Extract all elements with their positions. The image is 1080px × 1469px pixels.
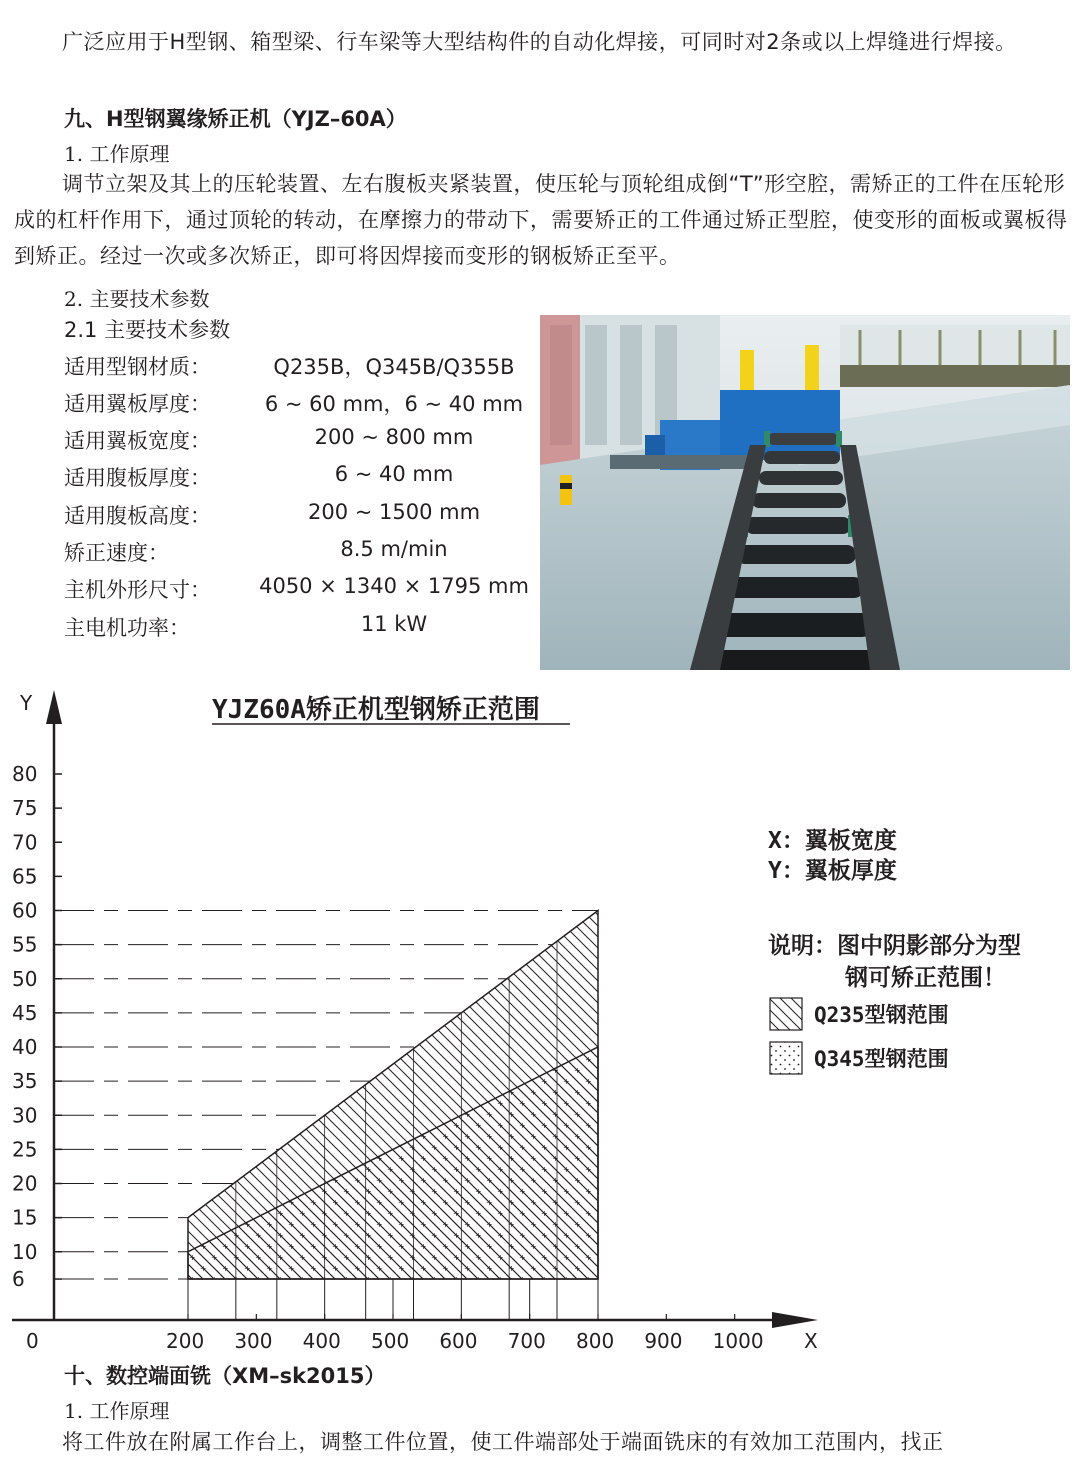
x-tick-label: 1000 — [712, 1329, 764, 1353]
y-tick-label: 6 — [12, 1267, 25, 1292]
chart-title: YJZ60A矫正机型钢矫正范围 — [212, 695, 540, 725]
spec-row — [64, 612, 534, 649]
y-tick-label: 50 — [12, 966, 38, 991]
chart-note-line2: 钢可矫正范围！ — [845, 965, 1006, 991]
spec-row — [64, 462, 534, 499]
legend-swatch-q345 — [770, 1042, 802, 1074]
legend-label-q345: Q345型钢范围 — [814, 1047, 949, 1071]
spec-value: 6 ~ 60 mm，6 ~ 40 mm — [264, 392, 524, 416]
spec-label: 主电机功率： — [64, 616, 190, 640]
x-tick-label: 800 — [576, 1329, 615, 1353]
x-tick-label: 500 — [371, 1329, 410, 1353]
chart-note-line1: 说明：图中阴影部分为型 — [768, 933, 1021, 959]
correction-range-chart — [0, 680, 1080, 1365]
spec-label: 适用腹板高度： — [64, 504, 211, 528]
axis-legend-x: X：翼板宽度 — [768, 828, 897, 854]
y-tick-label: 10 — [12, 1239, 38, 1264]
section-10-principle-text: 将工件放在附属工作台上，调整工件位置，使工件端部处于端面铣床的有效加工范围内，找正 — [62, 1430, 944, 1454]
spec-value: Q235B，Q345B/Q355B — [273, 355, 515, 379]
y-tick-label: 60 — [12, 898, 38, 923]
y-tick-label: 70 — [12, 830, 38, 855]
spec-row — [64, 425, 534, 462]
y-tick-label: 80 — [12, 762, 38, 786]
section-9-principle-text: 调节立架及其上的压轮装置、左右腹板夹紧装置，使压轮与顶轮组成倒“T”形空腔，需矫正的工件在压轮形成的杠杆作用下，通过顶轮的转动，在摩擦力的带动下，需要矫正的工件通过矫正型腔，使变形的面板或翼板得到矫正。经过一次或多次矫正，即可将因焊接而变形的钢板矫正至平。 — [14, 172, 1068, 268]
spec-label: 适用腹板厚度： — [64, 466, 211, 490]
section-10-title: 十、数控端面铣（XM–sk2015） — [64, 1364, 386, 1388]
machine-photo — [540, 315, 1070, 670]
y-tick-label: 35 — [12, 1069, 38, 1094]
y-tick-label: 65 — [12, 864, 38, 889]
y-tick-label: 45 — [12, 1000, 38, 1025]
y-tick-label: 15 — [12, 1205, 38, 1230]
spec-label: 适用翼板厚度： — [64, 392, 211, 416]
spec-row — [64, 537, 534, 574]
spec-label: 主机外形尺寸： — [64, 578, 211, 602]
x-tick-label: 900 — [644, 1329, 683, 1353]
spec-row — [64, 500, 534, 537]
x-tick-label: 200 — [166, 1329, 205, 1353]
x-tick-label: 600 — [439, 1329, 478, 1353]
spec-label: 适用型钢材质： — [64, 355, 211, 379]
y-tick-label: 55 — [12, 932, 38, 957]
intro-paragraph: 广泛应用于H型钢、箱型梁、行车梁等大型结构件的自动化焊接，可同时对2条或以上焊缝进行焊接。 — [62, 30, 1017, 54]
y-tick-label: 30 — [12, 1103, 38, 1128]
section-9-principle-heading: 1. 工作原理 — [64, 142, 170, 166]
x-tick-label: 700 — [507, 1329, 546, 1353]
x-tick-label: 300 — [234, 1329, 273, 1353]
spec-label: 适用翼板宽度： — [64, 429, 211, 453]
y-tick-label: 25 — [12, 1137, 38, 1162]
section-9-params-subheading: 2.1 主要技术参数 — [64, 318, 231, 342]
spec-value: 4050 × 1340 × 1795 mm — [259, 574, 529, 598]
section-9-params-heading: 2. 主要技术参数 — [64, 287, 210, 311]
y-axis-arrow — [46, 690, 62, 724]
origin-label: 0 — [26, 1329, 39, 1353]
spec-value: 8.5 m/min — [340, 537, 448, 561]
y-tick-label: 20 — [12, 1171, 38, 1196]
section-10-principle-heading: 1. 工作原理 — [64, 1399, 170, 1423]
spec-row — [64, 388, 534, 425]
y-tick-label: 40 — [12, 1035, 38, 1059]
x-axis-label: X — [804, 1329, 818, 1353]
spec-label: 矫正速度： — [64, 541, 169, 565]
spec-value: 11 kW — [360, 612, 428, 636]
legend-label-q235: Q235型钢范围 — [814, 1003, 949, 1027]
legend-swatch-q235 — [770, 998, 802, 1030]
x-tick-label: 400 — [302, 1329, 341, 1353]
section-9-title: 九、H型钢翼缘矫正机（YJZ–60A） — [64, 107, 407, 131]
y-axis-label: Y — [20, 691, 33, 715]
x-axis-arrow — [772, 1312, 818, 1328]
y-tick-label: 75 — [12, 796, 38, 821]
spec-value: 6 ~ 40 mm — [334, 462, 454, 486]
spec-value: 200 ~ 800 mm — [314, 425, 474, 449]
spec-row — [64, 574, 534, 611]
spec-row — [64, 351, 534, 388]
spec-value: 200 ~ 1500 mm — [307, 500, 481, 524]
axis-legend-y: Y：翼板厚度 — [768, 858, 897, 884]
